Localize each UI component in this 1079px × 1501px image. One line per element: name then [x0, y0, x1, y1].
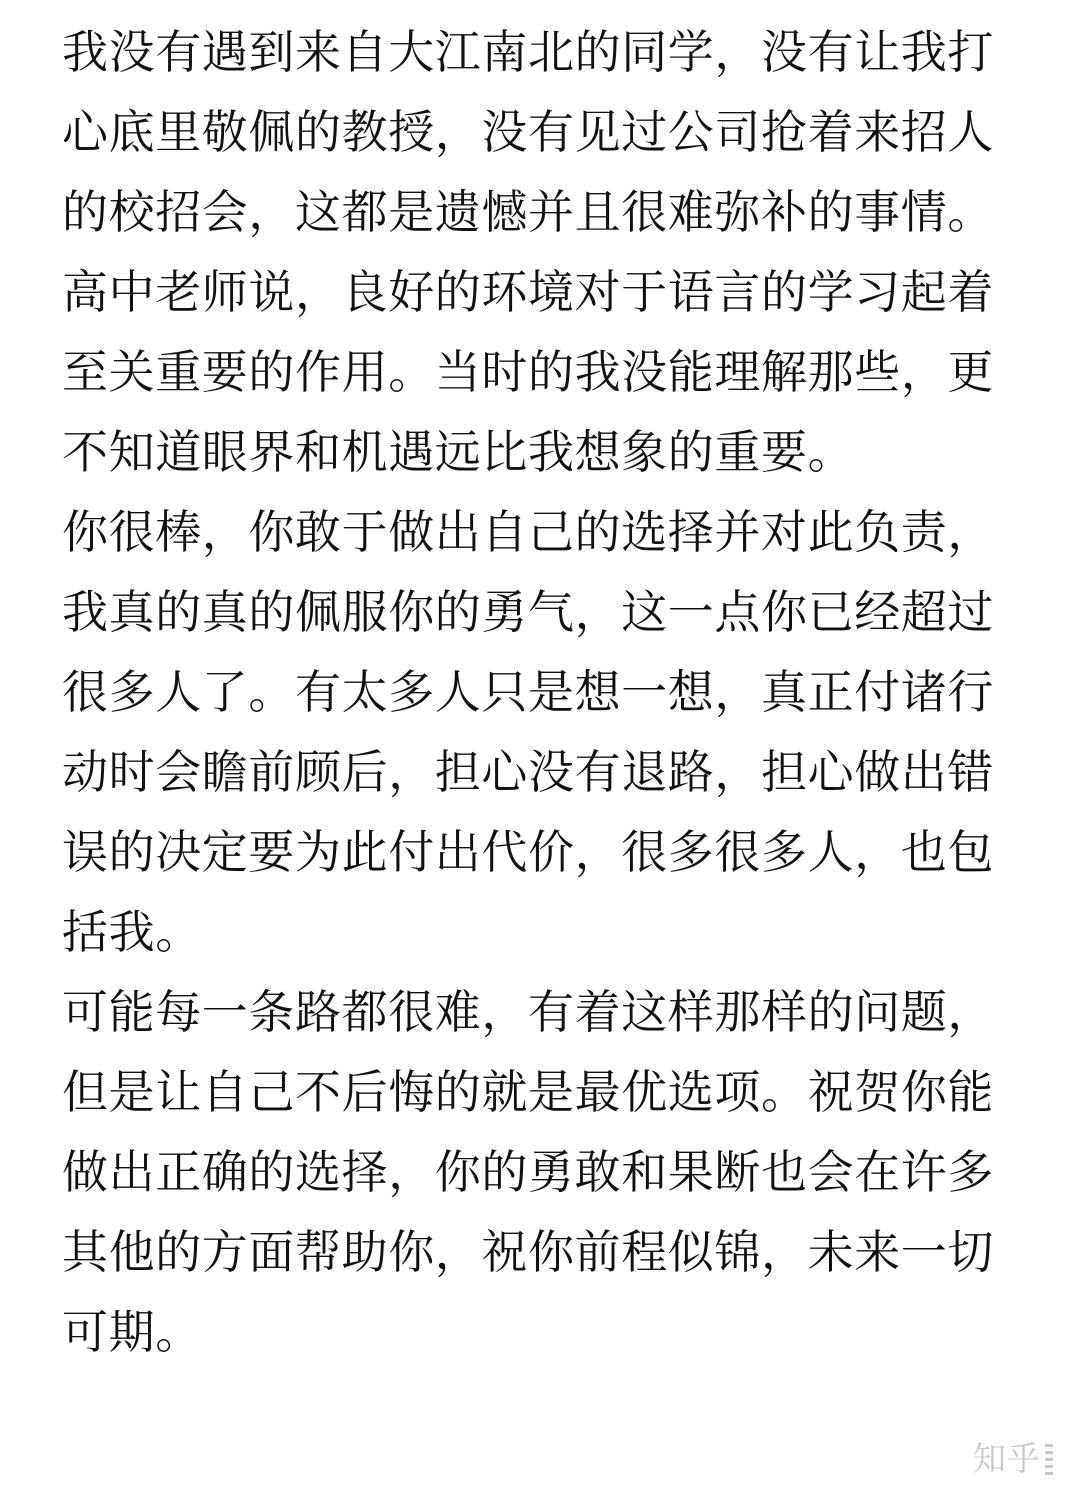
text-line: 我真的真的佩服你的勇气，这一点你已经超过	[62, 585, 994, 639]
zhihu-watermark	[973, 1439, 1053, 1479]
text-line: 其他的方面帮助你，祝你前程似锦，未来一切	[62, 1225, 994, 1279]
text-line: 你很棒，你敢于做出自己的选择并对此负责，	[62, 505, 994, 559]
text-line: 动时会瞻前顾后，担心没有退路，担心做出错	[62, 745, 994, 799]
text-line: 误的决定要为此付出代价，很多很多人，也包	[62, 825, 994, 879]
watermark-text: 知乎	[973, 1439, 1041, 1478]
text-line: 心底里敬佩的教授，没有见过公司抢着来招人	[62, 105, 994, 159]
text-line: 高中老师说，良好的环境对于语言的学习起着	[62, 265, 994, 319]
text-line: 的校招会，这都是遗憾并且很难弥补的事情。	[62, 185, 994, 239]
text-line: 做出正确的选择，你的勇敢和果断也会在许多	[62, 1145, 994, 1199]
text-line: 可期。	[62, 1305, 202, 1359]
text-line: 我没有遇到来自大江南北的同学，没有让我打	[62, 25, 994, 79]
text-line: 但是让自己不后悔的就是最优选项。祝贺你能	[62, 1065, 994, 1119]
text-line: 很多人了。有太多人只是想一想，真正付诸行	[62, 665, 994, 719]
article-text	[62, 12, 1062, 1372]
text-line: 可能每一条路都很难，有着这样那样的问题，	[62, 985, 994, 1039]
text-line: 至关重要的作用。当时的我没能理解那些，更	[62, 345, 994, 399]
text-line: 不知道眼界和机遇远比我想象的重要。	[62, 425, 855, 479]
watermark-bars-icon	[1045, 1442, 1053, 1477]
text-line: 括我。	[62, 905, 202, 959]
